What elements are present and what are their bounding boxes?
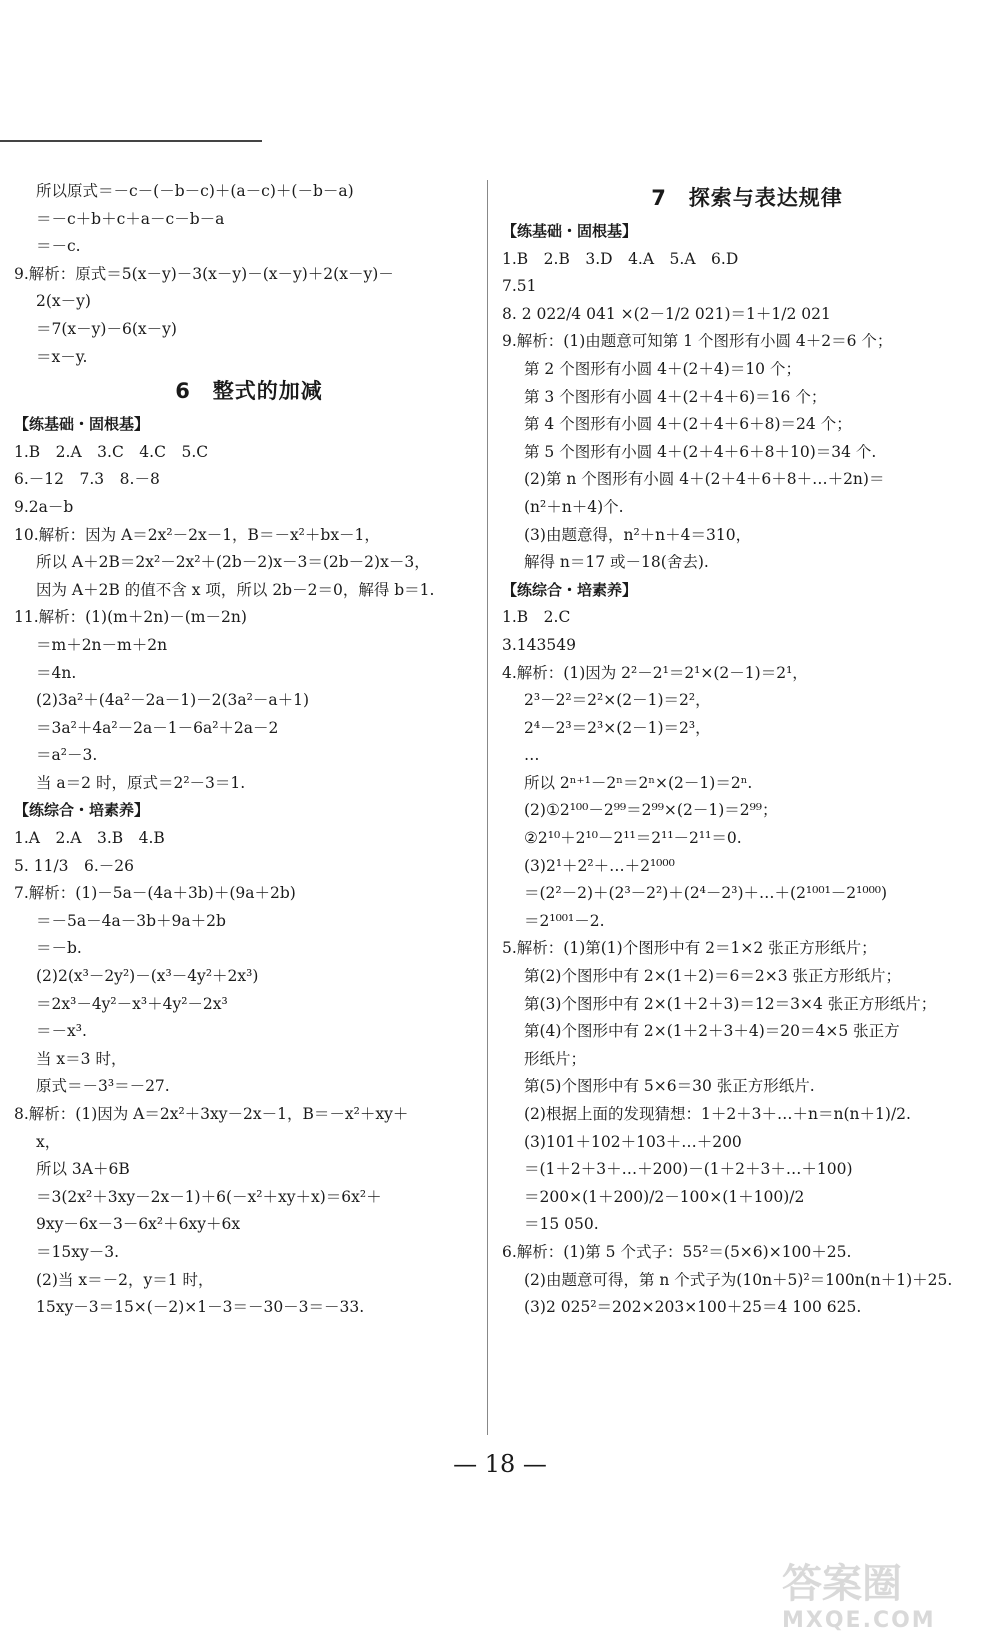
answer-line: ＝3(2x²＋3xy－2x－1)＋6(－x²＋xy＋x)＝6x²＋: [36, 1187, 382, 1206]
answer-line: (2)由题意可得，第 n 个式子为(10n＋5)²＝100n(n＋1)＋25.: [524, 1270, 953, 1289]
page-number: — 18 —: [453, 1450, 547, 1478]
answer-line: 所以原式＝－c－(－b－c)＋(a－c)＋(－b－a): [36, 182, 354, 200]
answer-line: 第 3 个图形有小圆 4＋(2＋4＋6)＝16 个；: [524, 387, 827, 406]
answer-line: 第 2 个图形有小圆 4＋(2＋4)＝10 个；: [524, 359, 801, 378]
header-rule: [0, 140, 262, 142]
answer-line: (2)第 n 个图形有小圆 4＋(2＋4＋6＋8＋…＋2n)＝: [524, 470, 885, 489]
answer-line: (3)101＋102＋103＋…＋200: [524, 1132, 742, 1151]
answer-line: (2)2(x³－2y²)－(x³－4y²＋2x³): [36, 967, 259, 986]
answer-line: ＝7(x－y)－6(x－y): [36, 319, 177, 338]
answer-line: 5.解析：(1)第(1)个图形中有 2＝1×2 张正方形纸片；: [502, 939, 877, 958]
answer-line: ＝15 050.: [524, 1215, 599, 1234]
answer-line: 9.解析：(1)由题意可知第 1 个图形有小圆 4＋2＝6 个；: [502, 332, 893, 351]
answer-line: …: [524, 746, 540, 765]
answer-line: 5. 11/3 6.－26: [14, 856, 135, 875]
watermark-title: 答案圈: [782, 1561, 902, 1607]
answer-line: ＝a²－3.: [36, 746, 98, 765]
answer-line: (2)3a²＋(4a²－2a－1)－2(3a²－a＋1): [36, 691, 310, 710]
answer-line: 11.解析：(1)(m＋2n)－(m－2n): [14, 608, 247, 627]
answer-line: 10.解析：因为 A＝2x²－2x－1，B＝－x²＋bx－1，: [14, 525, 380, 544]
answer-line: 第(2)个图形中有 2×(1＋2)＝6＝2×3 张正方形纸片；: [524, 967, 902, 986]
answer-line: 2³－2²＝2²×(2－1)＝2²，: [524, 691, 711, 710]
answer-line: 9xy－6x－3－6x²＋6xy＋6x: [36, 1215, 241, 1234]
answer-line: ＝(1＋2＋3＋…＋200)－(1＋2＋3＋…＋100): [524, 1160, 853, 1179]
right-column: [502, 178, 992, 1322]
answer-line: (2)当 x＝－2，y＝1 时，: [36, 1270, 214, 1289]
answer-line: ＝3a²＋4a²－2a－1－6a²＋2a－2: [36, 718, 279, 737]
column-divider: [487, 180, 488, 1435]
answer-line: 所以 2ⁿ⁺¹－2ⁿ＝2ⁿ×(2－1)＝2ⁿ.: [524, 773, 753, 792]
left-column: [14, 178, 484, 1322]
answer-line: 第(4)个图形中有 2×(1＋2＋3＋4)＝20＝4×5 张正方: [524, 1022, 900, 1041]
answer-line: 1.B 2.A 3.C 4.C 5.C: [14, 442, 209, 461]
answer-line: (3)2 025²＝202×203×100＋25＝4 100 625.: [524, 1298, 862, 1317]
answer-line: 6.解析：(1)第 5 个式子：55²＝(5×6)×100＋25.: [502, 1242, 852, 1261]
answer-line: 9.2a－b: [14, 497, 74, 516]
answer-line: 1.A 2.A 3.B 4.B: [14, 829, 165, 848]
answer-line: 8. 2 022/4 041 ×(2－1/2 021)＝1＋1/2 021: [502, 304, 831, 323]
answer-line: ＝－b.: [36, 939, 82, 958]
answer-line: 第(5)个图形中有 5×6＝30 张正方形纸片.: [524, 1077, 815, 1096]
answer-line: 9.解析：原式＝5(x－y)－3(x－y)－(x－y)＋2(x－y)－: [14, 264, 394, 283]
answer-line: ＝15xy－3.: [36, 1242, 120, 1261]
answer-line: 所以 3A＋6B: [36, 1160, 130, 1179]
answer-line: ＝m＋2n－m＋2n: [36, 635, 168, 654]
answer-line: 第(3)个图形中有 2×(1＋2＋3)＝12＝3×4 张正方形纸片；: [524, 994, 937, 1013]
answer-line: 因为 A＋2B 的值不含 x 项，所以 2b－2＝0，解得 b＝1.: [36, 580, 435, 599]
answer-line: 7.51: [502, 277, 537, 296]
answer-line: 当 x＝3 时，: [36, 1049, 127, 1068]
watermark-logo: [782, 1560, 982, 1640]
answer-line: 6.－12 7.3 8.－8: [14, 470, 160, 489]
answer-line: ＝2¹⁰⁰¹－2.: [524, 911, 605, 930]
answer-line: 1.B 2.C: [502, 608, 571, 627]
answer-line: (2)①2¹⁰⁰－2⁹⁹＝2⁹⁹×(2－1)＝2⁹⁹；: [524, 801, 778, 820]
answer-line: 形纸片；: [524, 1049, 587, 1068]
subsection-tag: 【练综合・培素养】: [14, 801, 150, 820]
section-title: 6 整式的加减: [175, 379, 323, 404]
answer-line: ＝200×(1＋200)/2－100×(1＋100)/2: [524, 1187, 805, 1206]
section-title: 7 探索与表达规律: [651, 186, 843, 210]
answer-line: 7.解析：(1)－5a－(4a＋3b)＋(9a＋2b): [14, 884, 296, 903]
answer-line: 15xy－3＝15×(－2)×1－3＝－30－3＝－33.: [36, 1298, 365, 1317]
answer-line: ②2¹⁰＋2¹⁰－2¹¹＝2¹¹－2¹¹＝0.: [524, 829, 742, 848]
answer-line: 2(x－y): [36, 292, 91, 311]
answer-line: 当 a＝2 时，原式＝2²－3＝1.: [36, 773, 246, 792]
subsection-tag: 【练综合・培素养】: [502, 580, 638, 599]
answer-line: ＝4n.: [36, 663, 77, 682]
answer-line: ＝2x³－4y²－x³＋4y²－2x³: [36, 994, 228, 1013]
subsection-tag: 【练基础・固根基】: [502, 222, 638, 240]
answer-line: (2)根据上面的发现猜想：1＋2＋3＋…＋n＝n(n＋1)/2.: [524, 1105, 911, 1123]
answer-line: ＝－c.: [36, 237, 81, 256]
answer-line: 第 4 个图形有小圆 4＋(2＋4＋6＋8)＝24 个；: [524, 415, 852, 434]
answer-line: 8.解析：(1)因为 A＝2x²＋3xy－2x－1，B＝－x²＋xy＋: [14, 1105, 409, 1123]
answer-line: 解得 n＝17 或－18(舍去).: [524, 553, 709, 572]
answer-line: ＝x－y.: [36, 347, 88, 366]
answer-line: (n²＋n＋4)个.: [524, 497, 624, 516]
subsection-tag: 【练基础・固根基】: [14, 415, 150, 434]
answer-line: ＝(2²－2)＋(2³－2²)＋(2⁴－2³)＋…＋(2¹⁰⁰¹－2¹⁰⁰⁰): [524, 884, 888, 903]
watermark-url: MXQE.COM: [782, 1608, 936, 1633]
answer-line: x，: [36, 1132, 61, 1151]
answer-line: (3)2¹＋2²＋…＋2¹⁰⁰⁰: [524, 856, 675, 875]
answer-line: (3)由题意得，n²＋n＋4＝310，: [524, 525, 752, 544]
answer-line: 4.解析：(1)因为 2²－2¹＝2¹×(2－1)＝2¹，: [502, 663, 808, 682]
answer-line: 2⁴－2³＝2³×(2－1)＝2³，: [524, 718, 711, 737]
answer-line: ＝－c＋b＋c＋a－c－b－a: [36, 209, 225, 228]
answer-line: ＝－5a－4a－3b＋9a＋2b: [36, 911, 226, 930]
answer-line: 第 5 个图形有小圆 4＋(2＋4＋6＋8＋10)＝34 个.: [524, 442, 877, 461]
answer-line: 1.B 2.B 3.D 4.A 5.A 6.D: [502, 249, 739, 268]
answer-line: ＝－x³.: [36, 1022, 87, 1041]
answer-line: 3.143549: [502, 635, 576, 654]
answer-line: 原式＝－3³＝－27.: [36, 1077, 170, 1096]
answer-line: 所以 A＋2B＝2x²－2x²＋(2b－2)x－3＝(2b－2)x－3，: [36, 553, 430, 572]
